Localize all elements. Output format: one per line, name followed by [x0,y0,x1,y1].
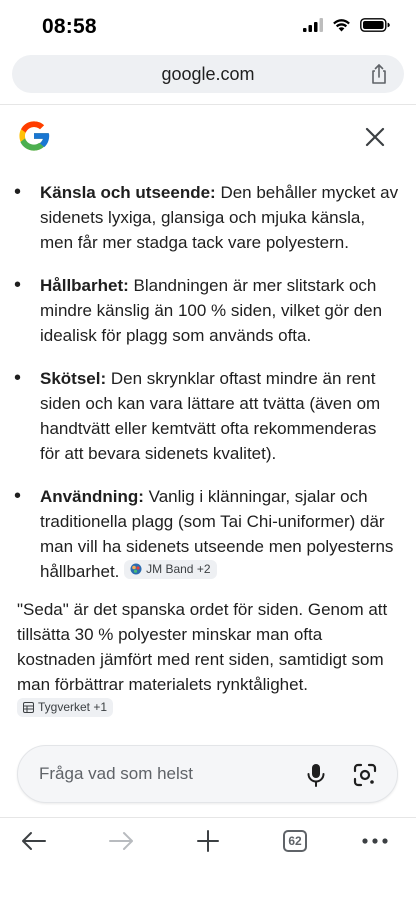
status-icons [303,18,390,32]
header-divider [0,104,416,105]
new-tab-button[interactable] [188,826,228,856]
home-indicator-area [0,864,416,900]
status-bar [0,0,416,52]
back-button[interactable] [14,826,54,856]
paragraph-text: "Seda" är det spanska ordet för siden. Genom att tillsätta 30 % polyester minskar man ofta kostnaden jämfört med rent siden, samtidigt som man förbättrar materialets rynktålighet. [17,600,388,694]
bullet-text: Vanlig i klänningar, sjalar och traditionella plagg (som Tai Chi-uniformer) där man vill ha sidenets utseende men polyesterns hållbarhet. [40,487,394,581]
summary-paragraph [0,597,416,722]
ask-input-placeholder: Fråga vad som helst [39,764,194,783]
forward-button[interactable] [101,826,141,856]
bullet-title: Användning: [40,487,144,506]
wifi-icon [332,18,351,32]
list-item: • Skötsel: Den skrynklar oftast mindre än rent siden och kan vara lättare att tvätta (även om handtvätt eller kemtvätt ofta rekommenderas för att bevara sidenets kvalitet). [14,367,381,463]
tabs-button[interactable] [275,826,315,856]
more-menu-button[interactable] [355,826,395,856]
address-bar[interactable] [12,55,404,93]
source-grid-icon [23,702,34,713]
url-text: google.com [161,64,255,84]
more-dots-icon [362,838,388,844]
source-chip-label: Tygverket +1 [38,700,108,714]
signal-icon [303,18,323,32]
list-item: • Användning: Vanlig i klänningar, sjalar och traditionella plagg (som Tai Chi-uniformer) där man vill ha sidenets utseende men polyesterns hållbarhet. JM Band +2 [14,485,394,581]
bullet-title: Känsla och utseende: [40,183,216,202]
microphone-icon[interactable] [304,762,328,788]
tab-count-badge: 62 [283,830,307,852]
bullet-text: Den skrynklar oftast mindre än rent siden och kan vara lättare att tvätta (även om handtvätt eller kemtvätt ofta rekommenderas för att bevara sidenets kvalitet). [40,369,381,463]
google-logo-icon [15,117,53,155]
source-chip-tygverket[interactable] [17,698,113,717]
bullet-title: Skötsel: [40,369,107,388]
google-lens-icon[interactable] [352,762,378,788]
share-icon[interactable] [368,63,390,85]
status-time: 08:58 [42,15,97,38]
bullet-title: Hållbarhet: [40,276,129,295]
bullet-text: Den behåller mycket av sidenets lyxiga, glansiga och mjuka känsla, men får mer stadga tack vare polyestern. [40,183,399,252]
close-icon[interactable] [363,125,387,149]
forward-arrow-icon [108,831,134,851]
source-chip-jm-band[interactable] [124,560,216,579]
bullet-list [0,180,416,584]
list-item: • Hållbarhet: Blandningen är mer slitstark och mindre känslig än 100 % siden, vilket gör den idealisk för plagg som används ofta. [14,274,383,345]
bullet-text: Blandningen är mer slitstark och mindre känslig än 100 % siden, vilket gör den idealisk för plagg som används ofta. [40,276,383,345]
ask-input-box[interactable] [17,745,398,803]
bottom-toolbar [0,818,416,864]
source-favicon-icon [130,563,142,575]
ai-answer-content [0,180,416,714]
battery-icon [360,18,390,32]
plus-icon [196,829,220,853]
source-chip-label: JM Band +2 [146,561,211,576]
back-arrow-icon [21,831,47,851]
list-item: • Känsla och utseende: Den behåller mycket av sidenets lyxiga, glansiga och mjuka känsla, men får mer stadga tack vare polyestern. [14,181,399,252]
